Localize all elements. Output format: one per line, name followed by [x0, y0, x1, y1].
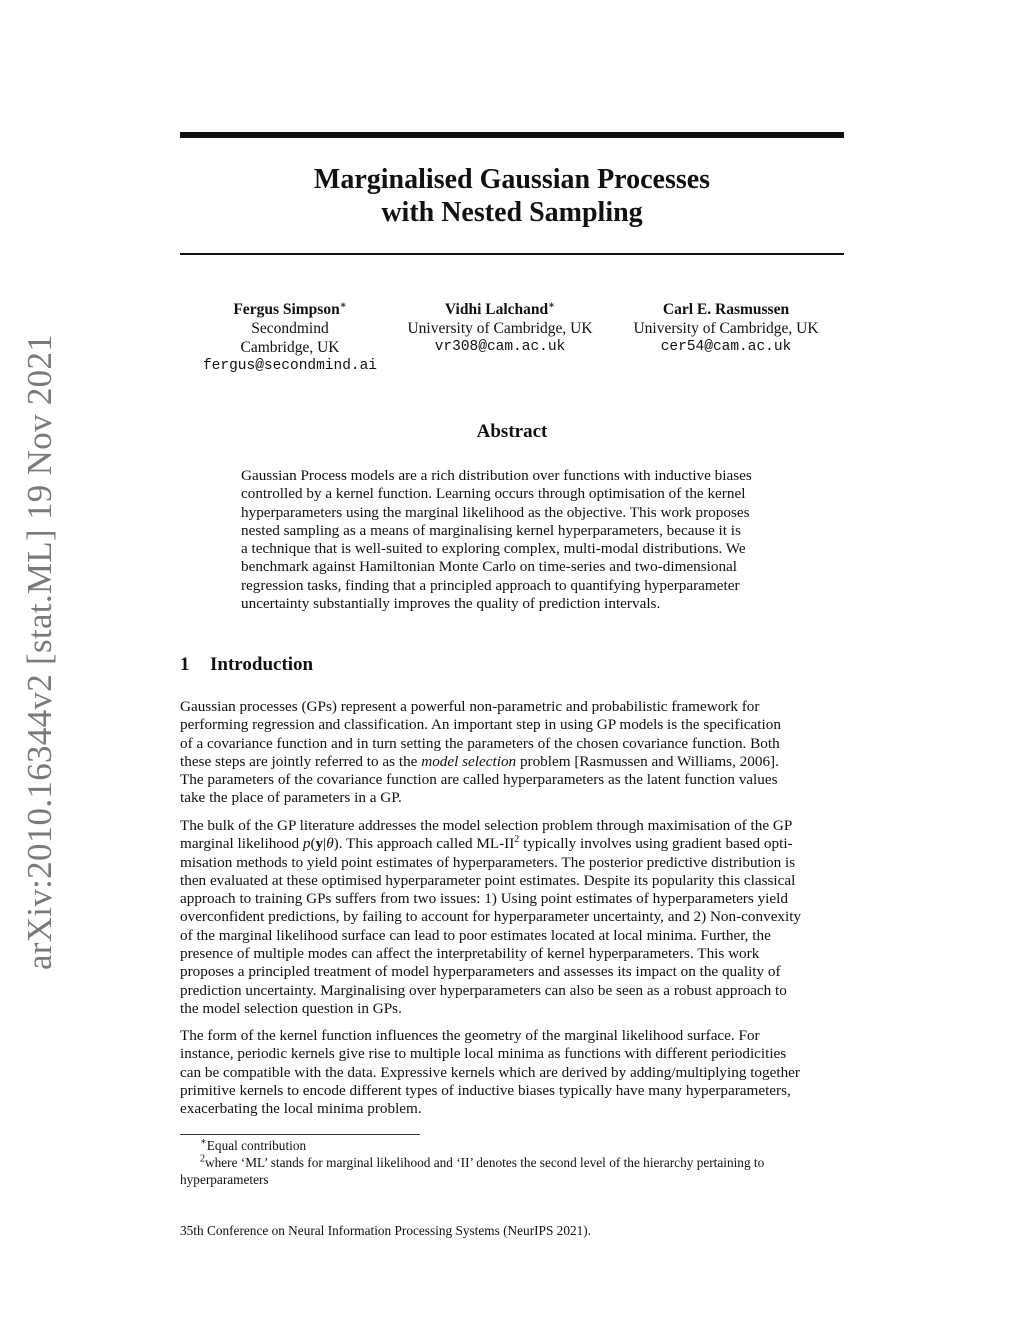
author-affiliation: University of Cambridge, UK — [633, 320, 819, 337]
abstract-body — [241, 467, 786, 613]
paragraph-line: of the marginal likelihood surface can lead to poor estimates located at local minima. Further, the — [180, 926, 771, 944]
abstract-line: nested sampling as a means of marginalising kernel hyperparameters, because it is — [241, 521, 741, 539]
title-bottom-rule — [180, 253, 844, 255]
abstract-heading: Abstract — [476, 421, 548, 442]
equal-contribution-mark: ∗ — [548, 299, 556, 311]
title-line-2: with Nested Sampling — [381, 197, 643, 228]
section-heading — [180, 654, 313, 676]
arxiv-stamp: arXiv:2010.16344v2 [stat.ML] 19 Nov 2021 — [20, 333, 59, 971]
paragraph-line: primitive kernels to encode different types of inductive biases typically have many hyperparameters, — [180, 1081, 791, 1099]
author-affiliation: University of Cambridge, UK — [407, 320, 593, 337]
footnote-rule — [180, 1134, 420, 1135]
paragraph-line: performing regression and classification. An important step in using GP models is the specification — [180, 716, 781, 734]
paragraph-line: can be compatible with the data. Expressive kernels which are derived by adding/multiplying together — [180, 1063, 800, 1081]
footnote-continuation: hyperparameters — [180, 1172, 269, 1187]
author-block — [400, 300, 600, 357]
author-name: Vidhi Lalchand∗ — [444, 299, 556, 318]
abstract-line: a technique that is well-suited to exploring complex, multi-modal distributions. We — [241, 540, 746, 558]
author-block — [190, 300, 390, 376]
paragraph-line: of a covariance function and in turn setting the parameters of the chosen covariance function. Both — [180, 734, 780, 752]
title-line-1: Marginalised Gaussian Processes — [313, 164, 711, 195]
title-top-rule — [180, 132, 844, 138]
author-name: Carl E. Rasmussen — [662, 301, 790, 318]
paragraph-line: Gaussian processes (GPs) represent a powerful non-parametric and probabilistic framework for — [180, 698, 760, 715]
author-affiliation: Secondmind — [251, 320, 329, 337]
author-email: cer54@cam.ac.uk — [660, 339, 792, 355]
abstract-line: regression tasks, finding that a principled approach to quantifying hyperparameter — [241, 576, 740, 594]
abstract-line: Gaussian Process models are a rich distribution over functions with inductive biases — [241, 467, 752, 484]
author-email: fergus@secondmind.ai — [202, 358, 378, 374]
paragraph — [180, 817, 844, 1018]
paragraph-line: then evaluated at these optimised hyperparameter point estimates. Despite its popularity this classical — [180, 871, 796, 889]
equal-contribution-mark: ∗ — [339, 299, 347, 311]
author-location: Cambridge, UK — [240, 339, 340, 356]
paragraph-line: instance, periodic kernels give rise to multiple local minima as functions with different periodicities — [180, 1045, 787, 1063]
paragraph-line: The form of the kernel function influences the geometry of the marginal likelihood surface. For — [180, 1027, 760, 1044]
author-email: vr308@cam.ac.uk — [434, 339, 566, 355]
footnote-mark: ∗ — [200, 1136, 207, 1148]
footnote-ref: 2 — [514, 834, 520, 846]
paragraph-line: approach to training GPs suffers from two issues: 1) Using point estimates of hyperparameters yield — [180, 890, 788, 908]
footnote: $^2$where ‘ML’ stands for marginal likelihood and ‘II’ denotes the second level of the hierarchy pertaining to — [200, 1153, 765, 1170]
paragraph-line: proposes a principled treatment of model hyperparameters and assesses its impact on the quality of — [180, 963, 781, 981]
author-block — [626, 300, 826, 357]
section-title: Introduction — [210, 654, 314, 675]
paragraph-line: marginal likelihood p(y|θ). This approach called $ML-II^2$ typically involves using gradient based opti- — [180, 834, 793, 853]
footnotes — [180, 1137, 844, 1188]
paragraph-line: the model selection question in GPs. — [180, 999, 402, 1017]
abstract-line: uncertainty substantially improves the quality of prediction intervals. — [241, 595, 661, 613]
paragraph-line: The parameters of the covariance function are called hyperparameters as the latent function values — [180, 771, 778, 789]
paragraph-line: exacerbating the local minima problem. — [180, 1100, 422, 1118]
conference-note: 35th Conference on Neural Information Processing Systems (NeurIPS 2021). — [180, 1223, 592, 1238]
emphasis: model selection — [421, 752, 517, 770]
section-number: 1 — [180, 654, 190, 675]
paragraph-line: The bulk of the GP literature addresses the model selection problem through maximisation of the GP — [180, 817, 793, 834]
paragraph-line: take the place of parameters in a GP. — [180, 789, 402, 807]
footnote: ∗Equal contribution — [200, 1136, 307, 1153]
abstract-line: controlled by a kernel function. Learning occurs through optimisation of the kernel — [241, 485, 746, 503]
paragraph — [180, 1027, 844, 1118]
math-expression: p(y|θ) — [302, 835, 339, 853]
paper-title — [180, 163, 844, 229]
paragraph-line: presence of multiple modes can affect the interpretability of kernel hyperparameters. This work — [180, 945, 760, 963]
abstract-line: benchmark against Hamiltonian Monte Carlo on time-series and two-dimensional — [241, 558, 738, 576]
abstract-line: hyperparameters using the marginal likelihood as the objective. This work proposes — [241, 503, 750, 521]
paragraph-line: these steps are jointly referred to as the model selection problem [Rasmussen and Williams, 2006]. — [180, 752, 779, 770]
paragraph-line: overconfident predictions, by failing to account for hyperparameter uncertainty, and 2) Non-convexity — [180, 908, 802, 926]
paragraph-line: misation methods to yield point estimates of hyperparameters. The posterior predictive distribution is — [180, 853, 796, 871]
footnote-mark: 2 — [200, 1153, 205, 1165]
paragraph-line: prediction uncertainty. Marginalising over hyperparameters can also be seen as a robust approach to — [180, 981, 787, 999]
paragraph — [180, 698, 844, 808]
author-name: Fergus Simpson∗ — [233, 299, 347, 318]
